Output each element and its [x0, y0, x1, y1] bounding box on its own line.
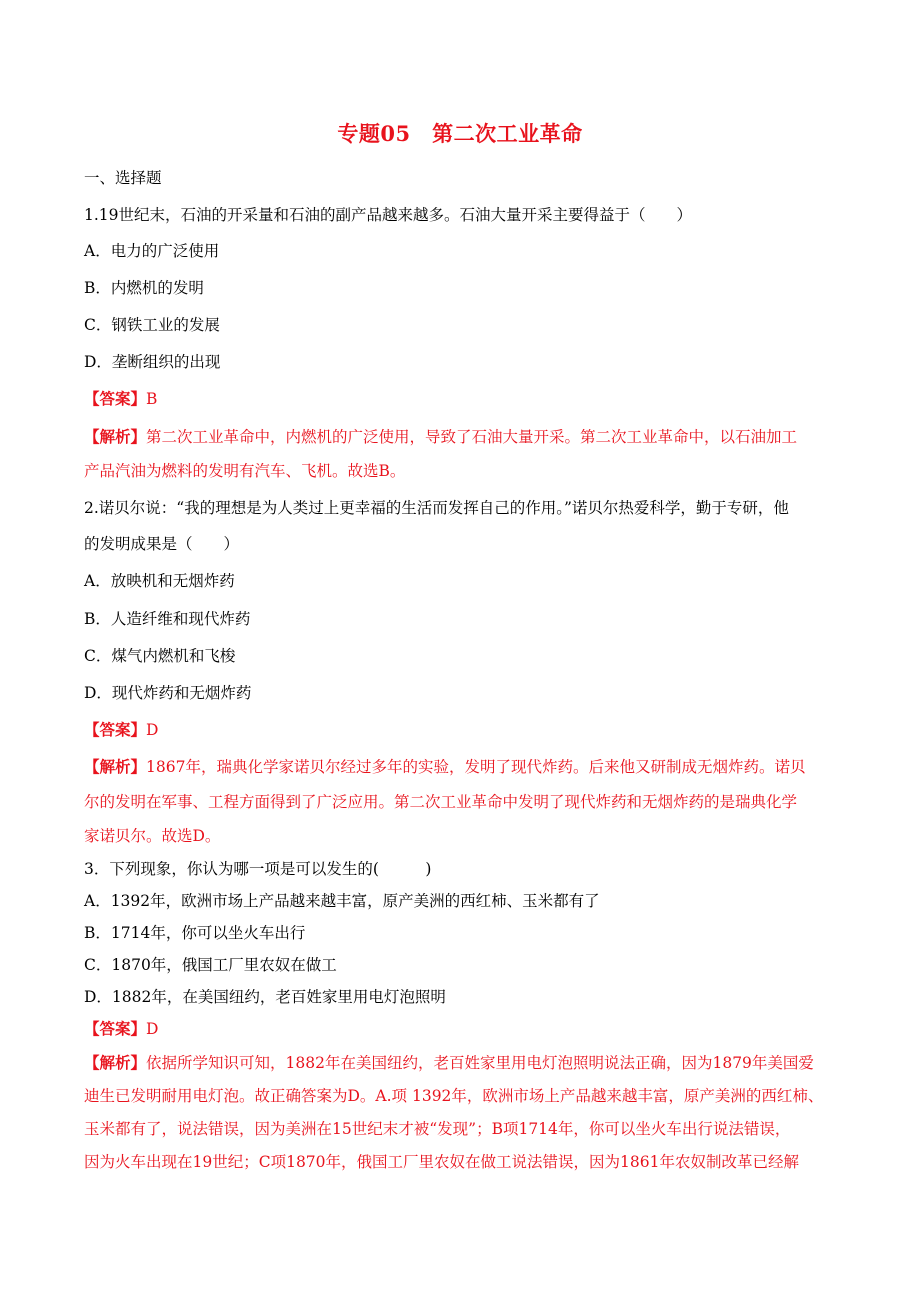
page-title: 专题05 第二次工业革命: [337, 121, 583, 146]
question-2-analysis-line-2: 尔的发明在军事、工程方面得到了广泛应用。第二次工业革命中发明了现代炸药和无烟炸药的是瑞典化学: [84, 793, 798, 811]
question-2-option-b: B．人造纤维和现代炸药: [84, 610, 251, 628]
question-1-answer: [84, 388, 157, 410]
question-3-stem: 3．下列现象，你认为哪一项是可以发生的( ): [84, 860, 432, 878]
question-3-analysis-line-4: 因为火车出现在19世纪；C项1870年，俄国工厂里农奴在做工说法错误，因为1861年农奴制改革已经解: [84, 1153, 799, 1171]
question-2-answer: [84, 719, 158, 741]
answer-value: D: [146, 721, 159, 739]
question-2-option-d: D．现代炸药和无烟炸药: [84, 684, 252, 702]
analysis-label: 【解析】: [84, 1053, 147, 1072]
answer-value: B: [146, 390, 158, 408]
question-1-option-b: B．内燃机的发明: [84, 279, 204, 297]
analysis-text: 1867年，瑞典化学家诺贝尔经过多年的实验，发明了现代炸药。后来他又研制成无烟炸药。诺贝: [146, 758, 806, 776]
question-1-option-d: D．垄断组织的出现: [84, 353, 221, 371]
question-3-answer: [84, 1018, 158, 1040]
question-1-option-c: C．钢铁工业的发展: [84, 316, 220, 334]
question-2-analysis-line-1: [84, 756, 805, 778]
analysis-label: 【解析】: [84, 427, 147, 446]
question-2-option-c: C．煤气内燃机和飞梭: [84, 647, 236, 665]
answer-value: D: [146, 1020, 159, 1038]
question-3-analysis-line-2: 迪生已发明耐用电灯泡。故正确答案为D。A.项 1392年，欧洲市场上产品越来越丰富，原产美洲的西红柿、: [84, 1087, 824, 1105]
question-2-analysis-line-3: 家诺贝尔。故选D。: [84, 827, 221, 845]
answer-label: 【答案】: [84, 720, 147, 739]
section-heading: 一、选择题: [84, 169, 162, 187]
question-1-analysis-line-2: 产品汽油为燃料的发明有汽车、飞机。故选B。: [84, 462, 406, 480]
analysis-text: 第二次工业革命中，内燃机的广泛使用，导致了石油大量开采。第二次工业革命中，以石油加工: [146, 428, 798, 446]
answer-label: 【答案】: [84, 389, 147, 408]
question-3-analysis-line-1: [84, 1052, 814, 1074]
question-1-option-a: A．电力的广泛使用: [84, 242, 220, 260]
question-3-analysis-line-3: 玉米都有了，说法错误，因为美洲在15世纪末才被“发现”；B项1714年，你可以坐火车出行说法错误，: [84, 1120, 791, 1138]
question-1-stem: 1.19世纪末，石油的开采量和石油的副产品越来越多。石油大量开采主要得益于（ ）: [84, 206, 693, 224]
question-3-option-c: C．1870年，俄国工厂里农奴在做工: [84, 956, 337, 974]
analysis-label: 【解析】: [84, 757, 147, 776]
question-2-option-a: A．放映机和无烟炸药: [84, 572, 235, 590]
question-3-option-b: B．1714年，你可以坐火车出行: [84, 924, 306, 942]
analysis-text: 依据所学知识可知，1882年在美国纽约，老百姓家里用电灯泡照明说法正确，因为1879年美国爱: [146, 1054, 814, 1072]
question-3-option-d: D．1882年，在美国纽约，老百姓家里用电灯泡照明: [84, 988, 446, 1006]
question-2-stem-line-1: 2.诺贝尔说：“我的理想是为人类过上更幸福的生活而发挥自己的作用。”诺贝尔热爱科学，勤于专研，他: [84, 499, 789, 517]
question-3-option-a: A．1392年，欧洲市场上产品越来越丰富，原产美洲的西红柿、玉米都有了: [84, 892, 600, 910]
question-1-analysis-line-1: [84, 426, 797, 448]
answer-label: 【答案】: [84, 1019, 147, 1038]
question-2-stem-line-2: 的发明成果是（ ）: [84, 535, 240, 553]
